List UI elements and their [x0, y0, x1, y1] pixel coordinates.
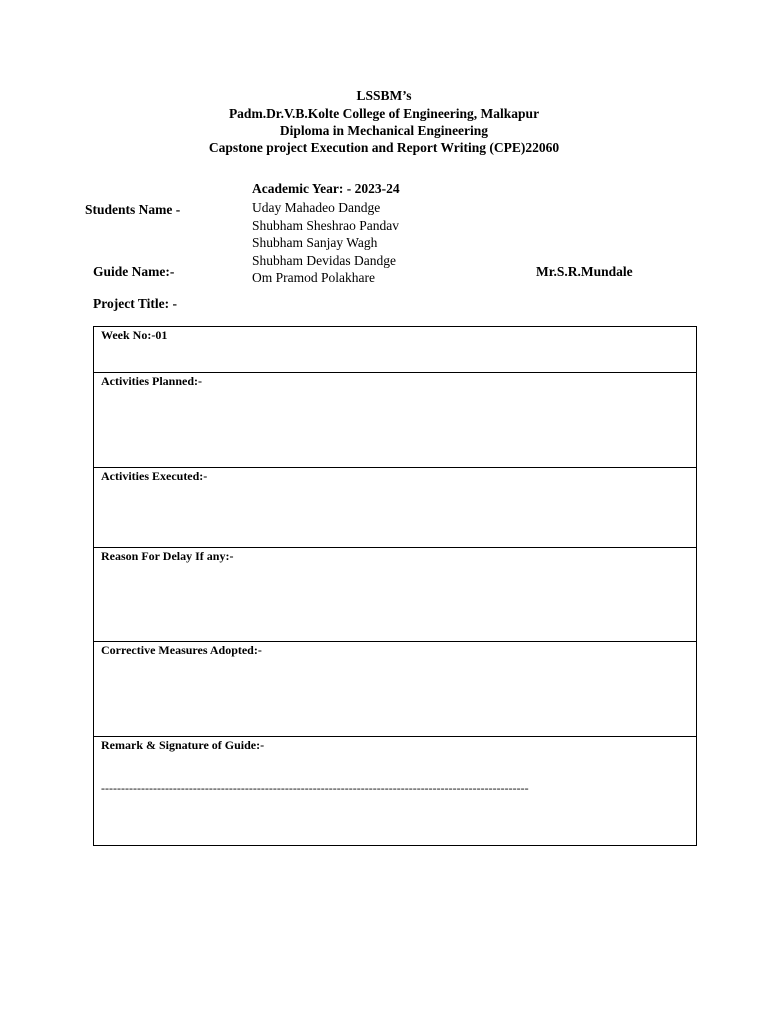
project-title-label: Project Title: - [93, 296, 177, 311]
student-name-4: Shubham Devidas Dandge [252, 253, 396, 268]
student-name-1: Uday Mahadeo Dandge [252, 200, 381, 215]
remark-signature-cell[interactable] [94, 737, 697, 846]
college-name: Padm.Dr.V.B.Kolte College of Engineering, Malkapur [228, 106, 540, 121]
activities-executed-row [94, 468, 697, 548]
department-name: Diploma in Mechanical Engineering [279, 123, 489, 138]
student-name-3: Shubham Sanjay Wagh [252, 235, 378, 250]
week-cell[interactable] [94, 327, 697, 373]
weekly-log-table [93, 326, 697, 846]
week-label: Week No:-01 [101, 328, 168, 342]
remark-signature-label: Remark & Signature of Guide:- [101, 738, 265, 752]
guide-name-label: Guide Name:- [93, 264, 175, 279]
week-row [94, 327, 697, 373]
activities-planned-cell[interactable] [94, 373, 697, 468]
reason-delay-row [94, 548, 697, 642]
guide-name: Mr.S.R.Mundale [536, 264, 633, 279]
activities-executed-cell[interactable] [94, 468, 697, 548]
student-name-5: Om Pramod Polakhare [252, 270, 375, 285]
student-name-2: Shubham Sheshrao Pandav [252, 218, 399, 233]
corrective-measures-cell[interactable] [94, 642, 697, 737]
activities-executed-label: Activities Executed:- [101, 469, 208, 483]
corrective-measures-label: Corrective Measures Adopted:- [101, 643, 262, 657]
academic-year: Academic Year: - 2023-24 [252, 181, 400, 196]
reason-delay-label: Reason For Delay If any:- [101, 549, 234, 563]
signature-line: ----------------------------------------------------------------------------------------------------------- [101, 781, 529, 795]
remark-signature-row [94, 737, 697, 846]
activities-planned-row [94, 373, 697, 468]
activities-planned-label: Activities Planned:- [101, 374, 202, 388]
students-name-label: Students Name - [85, 202, 181, 217]
corrective-measures-row [94, 642, 697, 737]
reason-delay-cell[interactable] [94, 548, 697, 642]
course-name: Capstone project Execution and Report Writing (CPE)22060 [208, 140, 560, 155]
institution-short-name: LSSBM’s [356, 88, 412, 103]
